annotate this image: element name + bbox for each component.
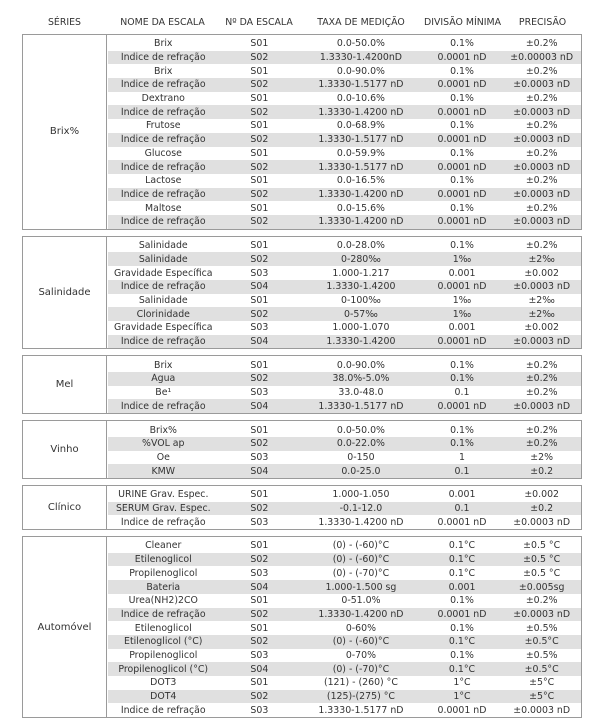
scale-number-cell: S01 [250, 240, 269, 252]
scale-name-cell: Propilenoglicol [129, 567, 198, 579]
measurement-range-cell: 1.3330-1.5177 nD [318, 134, 404, 146]
scale-name-cell: Índice de refração [120, 400, 206, 412]
min-division-cell: 0.0001 nD [437, 106, 487, 118]
series-name: Brix% [23, 35, 107, 229]
table-row [108, 621, 581, 635]
header-scale-number: Nº DA ESCALA [225, 16, 293, 28]
scale-number-cell: S03 [250, 267, 269, 279]
measurement-range-cell: 0-150 [347, 451, 375, 463]
table-row [108, 294, 581, 308]
scale-name-cell: Etilenoglicol [134, 622, 192, 634]
precision-cell: ±0.2 [530, 465, 554, 477]
scale-number-cell: S02 [250, 161, 269, 173]
series-name: Automóvel [23, 537, 107, 717]
min-division-cell: 0.1% [450, 622, 474, 634]
table-row [108, 649, 581, 663]
scale-number-cell: S01 [250, 294, 269, 306]
measurement-range-cell: 1.000-1.070 [332, 322, 390, 334]
precision-cell: ±2‰ [528, 253, 555, 265]
scale-name-cell: Maltose [145, 202, 182, 214]
table-row [108, 37, 581, 51]
precision-cell: ±0.0003 nD [513, 188, 571, 200]
min-division-cell: 0.1% [450, 147, 474, 159]
table-row [108, 690, 581, 704]
series-name: Mel [23, 356, 107, 413]
min-division-cell: 0.1°C [448, 567, 476, 579]
min-division-cell: 0.0001 nD [437, 608, 487, 620]
scale-name-cell: URINE Grav. Espec. [118, 489, 209, 501]
min-division-cell: 0.1°C [448, 540, 476, 552]
table-row [108, 635, 581, 649]
series-group [22, 236, 582, 350]
precision-cell: ±0.2% [525, 38, 558, 50]
scale-number-cell: S01 [250, 489, 269, 501]
min-division-cell: 0.1°C [448, 554, 476, 566]
precision-cell: ±0.2% [525, 120, 558, 132]
precision-cell: ±0.2% [525, 387, 558, 399]
table-row [108, 358, 581, 372]
scale-number-cell: S03 [250, 567, 269, 579]
table-row [108, 386, 581, 400]
series-group [22, 34, 582, 230]
min-division-cell: 0.001 [448, 267, 476, 279]
measurement-range-cell: 1.3330-1.4200 nD [318, 516, 404, 528]
precision-cell: ±0.00003 nD [510, 52, 574, 64]
table-row [108, 280, 581, 294]
measurement-range-cell: 1.3330-1.4200 [326, 335, 396, 347]
scale-number-cell: S01 [250, 622, 269, 634]
precision-cell: ±0.0003 nD [513, 216, 571, 228]
table-row [108, 553, 581, 567]
precision-cell: ±0.2% [525, 147, 558, 159]
measurement-range-cell: 1.3330-1.5177 nD [318, 400, 404, 412]
scale-name-cell: Be¹ [155, 387, 172, 399]
measurement-range-cell: 0-100‰ [341, 294, 381, 306]
min-division-cell: 0.0001 nD [437, 216, 487, 228]
measurement-range-cell: 0.0-68.9% [336, 120, 385, 132]
scale-name-cell: Bateria [146, 581, 181, 593]
scale-number-cell: S02 [250, 188, 269, 200]
precision-cell: ±0.5 °C [523, 554, 561, 566]
min-division-cell: 0.1% [450, 120, 474, 132]
scale-number-cell: S04 [250, 400, 269, 412]
table-row [108, 266, 581, 280]
table-row [108, 78, 581, 92]
min-division-cell: 0.1% [450, 175, 474, 187]
scale-name-cell: Lactose [145, 175, 182, 187]
scale-number-cell: S02 [250, 691, 269, 702]
scale-number-cell: S01 [250, 65, 269, 77]
scale-number-cell: S02 [250, 503, 269, 515]
precision-cell: ±2% [530, 451, 554, 463]
min-division-cell: 0.0001 nD [437, 516, 487, 528]
scale-name-cell: Índice de refração [120, 704, 206, 716]
precision-cell: ±0.2% [525, 93, 558, 105]
scale-number-cell: S01 [250, 359, 269, 371]
measurement-range-cell: 0.0-10.6% [336, 93, 385, 105]
min-division-cell: 1‰ [452, 294, 472, 306]
series-name: Vinho [23, 421, 107, 478]
precision-cell: ±0.002 [524, 267, 560, 279]
scale-number-cell: S03 [250, 704, 269, 716]
measurement-range-cell: (125)-(275) °C [326, 691, 395, 702]
scale-number-cell: S04 [250, 465, 269, 477]
measurement-range-cell: 0.0-50.0% [336, 424, 385, 436]
table-row [108, 502, 581, 516]
measurement-range-cell: 38.0%-5.0% [332, 373, 390, 385]
precision-cell: ±0.2% [525, 202, 558, 214]
scale-name-cell: SERUM Grav. Espec. [115, 503, 211, 515]
min-division-cell: 0.1% [450, 649, 474, 661]
header-series: SÉRIES [47, 16, 82, 28]
measurement-range-cell: 1.000-1.050 [332, 489, 390, 501]
scale-number-cell: S02 [250, 134, 269, 146]
measurement-range-cell: (0) - (-70)°C [332, 567, 390, 579]
table-row [108, 215, 581, 229]
scale-number-cell: S03 [250, 516, 269, 528]
table-row [108, 488, 581, 502]
min-division-cell: 0.1°C [448, 636, 476, 648]
scale-number-cell: S01 [250, 38, 269, 50]
min-division-cell: 0.1% [450, 38, 474, 50]
scale-number-cell: S01 [250, 595, 269, 607]
min-division-cell: 0.0001 nD [437, 188, 487, 200]
min-division-cell: 0.0001 nD [437, 161, 487, 173]
min-division-cell: 0.1% [450, 202, 474, 214]
scale-number-cell: S02 [250, 253, 269, 265]
min-division-cell: 1‰ [452, 253, 472, 265]
measurement-range-cell: 1.3330-1.4200nD [319, 52, 402, 64]
min-division-cell: 0.0001 nD [437, 704, 487, 716]
scale-number-cell: S02 [250, 216, 269, 228]
table-row [108, 566, 581, 580]
measurement-range-cell: 1.3330-1.4200 [326, 281, 396, 293]
scale-number-cell: S01 [250, 424, 269, 436]
precision-cell: ±0.2% [525, 373, 558, 385]
table-row [108, 662, 581, 676]
scale-number-cell: S04 [250, 281, 269, 293]
series-name: Clínico [23, 486, 107, 529]
scale-name-cell: Índice de refração [120, 106, 206, 118]
measurement-range-cell: 0.0-22.0% [336, 438, 385, 450]
measurement-range-cell: 0-280‰ [341, 253, 381, 265]
scale-number-cell: S01 [250, 202, 269, 214]
scale-name-cell: Índice de refração [120, 335, 206, 347]
table-row [108, 252, 581, 266]
scale-number-cell: S01 [250, 120, 269, 132]
scale-name-cell: Salinidade [138, 294, 188, 306]
table-row [108, 307, 581, 321]
measurement-range-cell: 0.0-15.6% [336, 202, 385, 214]
min-division-cell: 1 [459, 451, 465, 463]
precision-cell: ±0.5 °C [523, 540, 561, 552]
measurement-range-cell: 0.0-16.5% [336, 175, 385, 187]
scale-number-cell: S01 [250, 677, 269, 689]
scale-number-cell: S03 [250, 451, 269, 463]
table-row [108, 105, 581, 119]
scale-name-cell: DOT4 [150, 691, 177, 702]
scale-name-cell: Índice de refração [120, 281, 206, 293]
min-division-cell: 0.1% [450, 438, 474, 450]
precision-cell: ±0.0003 nD [513, 516, 571, 528]
measurement-range-cell: 1.000-1.217 [332, 267, 390, 279]
precision-cell: ±2‰ [528, 294, 555, 306]
series-group [22, 420, 582, 479]
scale-name-cell: Brix [154, 38, 173, 50]
table-row [108, 539, 581, 553]
scale-name-cell: Índice de refração [120, 79, 206, 91]
measurement-range-cell: 1.3330-1.5177 nD [318, 161, 404, 173]
precision-cell: ±0.2% [525, 359, 558, 371]
precision-cell: ±0.2% [525, 175, 558, 187]
table-row [108, 580, 581, 594]
measurement-range-cell: -0.1-12.0 [339, 503, 383, 515]
min-division-cell: 0.1 [454, 503, 470, 515]
min-division-cell: 0.1 [454, 387, 470, 399]
scale-number-cell: S02 [250, 373, 269, 385]
scale-name-cell: Propilenoglicol [129, 649, 198, 661]
table-row [108, 594, 581, 608]
precision-cell: ±0.002 [524, 322, 560, 334]
scale-number-cell: S01 [250, 175, 269, 187]
scale-name-cell: Índice de refração [120, 134, 206, 146]
min-division-cell: 0.1% [450, 595, 474, 607]
measurement-range-cell: 0.0-28.0% [336, 240, 385, 252]
scale-number-cell: S03 [250, 387, 269, 399]
scale-number-cell: S02 [250, 608, 269, 620]
table-row [108, 423, 581, 437]
min-division-cell: 0.1°C [448, 663, 476, 675]
min-division-cell: 0.0001 nD [437, 281, 487, 293]
scale-name-cell: Índice de refração [120, 516, 206, 528]
table-row [108, 188, 581, 202]
precision-cell: ±0.0003 nD [513, 79, 571, 91]
table-row [108, 92, 581, 106]
table-row [108, 147, 581, 161]
scale-name-cell: Propilenoglicol (°C) [118, 663, 209, 675]
scale-name-cell: Água [151, 373, 176, 385]
scale-name-cell: DOT3 [150, 677, 177, 689]
scale-name-cell: Etilenoglicol (°C) [124, 636, 203, 648]
series-group [22, 485, 582, 530]
measurement-range-cell: 0-70% [345, 649, 377, 661]
scale-number-cell: S02 [250, 79, 269, 91]
measurement-range-cell: 1.3330-1.5177 nD [318, 79, 404, 91]
table-row [108, 464, 581, 478]
table-row [108, 703, 581, 717]
measurement-range-cell: 0.0-59.9% [336, 147, 385, 159]
precision-cell: ±0.2% [525, 595, 558, 607]
measurement-range-cell: (0) - (-60)°C [332, 636, 390, 648]
measurement-range-cell: (0) - (-60)°C [332, 554, 390, 566]
precision-cell: ±0.005sg [518, 581, 565, 593]
table-row [108, 133, 581, 147]
scale-name-cell: Brix [154, 359, 173, 371]
measurement-range-cell: (0) - (-60)°C [332, 540, 390, 552]
scale-name-cell: Índice de refração [120, 161, 206, 173]
scale-name-cell: Brix% [149, 424, 177, 436]
measurement-range-cell: 0.0-90.0% [336, 359, 385, 371]
scale-name-cell: KMW [151, 465, 176, 477]
table-row [108, 515, 581, 529]
scale-name-cell: Índice de refração [120, 52, 206, 64]
min-division-cell: 0.1% [450, 359, 474, 371]
scale-number-cell: S02 [250, 438, 269, 450]
scale-number-cell: S02 [250, 106, 269, 118]
table-row [108, 321, 581, 335]
scale-name-cell: Dextrano [141, 93, 185, 105]
table-row [108, 201, 581, 215]
table-row [108, 372, 581, 386]
table-row [108, 160, 581, 174]
min-division-cell: 1‰ [452, 308, 472, 320]
precision-cell: ±0.2 [530, 503, 554, 515]
series-name: Salinidade [23, 237, 107, 349]
precision-cell: ±0.2% [525, 424, 558, 436]
measurement-range-cell: 1.3330-1.4200 nD [318, 188, 404, 200]
min-division-cell: 0.1% [450, 93, 474, 105]
measurement-range-cell: 1.3330-1.4200 nD [318, 106, 404, 118]
precision-cell: ±2‰ [528, 308, 555, 320]
scale-name-cell: Índice de refração [120, 188, 206, 200]
scale-name-cell: Oe [156, 451, 170, 463]
precision-cell: ±0.002 [524, 489, 560, 501]
precision-cell: ±0.0003 nD [513, 134, 571, 146]
scale-number-cell: S01 [250, 540, 269, 552]
table-row [108, 608, 581, 622]
scale-name-cell: Frutose [145, 120, 181, 132]
scale-number-cell: S04 [250, 335, 269, 347]
scale-name-cell: Salinidade [138, 253, 188, 265]
scale-name-cell: Salinidade [138, 240, 188, 252]
min-division-cell: 0.001 [448, 322, 476, 334]
precision-cell: ±0.5% [525, 622, 558, 634]
header-min-division: DIVISÃO MÍNIMA [423, 16, 502, 28]
min-division-cell: 0.0001 nD [437, 134, 487, 146]
table-row [108, 399, 581, 413]
precision-cell: ±0.0003 nD [513, 106, 571, 118]
series-group [22, 355, 582, 414]
scale-number-cell: S04 [250, 581, 269, 593]
min-division-cell: 0.0001 nD [437, 52, 487, 64]
table-row [108, 119, 581, 133]
scale-name-cell: Gravidade Específica [114, 322, 213, 334]
table-row [108, 451, 581, 465]
measurement-range-cell: 0.0-50.0% [336, 38, 385, 50]
scale-number-cell: S03 [250, 649, 269, 661]
min-division-cell: 0.1% [450, 65, 474, 77]
table-row [108, 239, 581, 253]
table-row [108, 676, 581, 690]
table-row [108, 64, 581, 78]
measurement-range-cell: 1.000-1.500 sg [325, 581, 397, 593]
measurement-range-cell: 1.3330-1.4200 nD [318, 216, 404, 228]
table-row [108, 437, 581, 451]
precision-cell: ±0.5 °C [523, 567, 561, 579]
min-division-cell: 0.0001 nD [437, 400, 487, 412]
min-division-cell: 0.001 [448, 581, 476, 593]
min-division-cell: 0.1% [450, 240, 474, 252]
scale-name-cell: Etilenoglicol [134, 554, 192, 566]
table-row [108, 335, 581, 349]
scale-number-cell: S02 [250, 52, 269, 64]
scale-name-cell: Cleaner [145, 540, 182, 552]
measurement-range-cell: 1.3330-1.5177 nD [318, 704, 404, 716]
header-precision: PRECISÃO [518, 16, 567, 28]
measurement-range-cell: 0-51.0% [341, 595, 381, 607]
min-division-cell: 0.001 [448, 489, 476, 501]
scale-name-cell: %VOL ap [142, 438, 185, 450]
scale-name-cell: Clorinidade [136, 308, 190, 320]
measurement-range-cell: 33.0-48.0 [338, 387, 384, 399]
min-division-cell: 0.1 [454, 465, 470, 477]
precision-cell: ±0.2% [525, 240, 558, 252]
precision-cell: ±5°C [529, 677, 555, 689]
min-division-cell: 0.0001 nD [437, 79, 487, 91]
scale-name-cell: Índice de refração [120, 608, 206, 620]
precision-cell: ±0.0003 nD [513, 608, 571, 620]
measurement-range-cell: 0-60% [345, 622, 377, 634]
series-group [22, 536, 582, 718]
min-division-cell: 1°C [453, 677, 471, 689]
table-row [108, 174, 581, 188]
precision-cell: ±0.2% [525, 438, 558, 450]
scale-name-cell: Gravidade Específica [114, 267, 213, 279]
scale-number-cell: S03 [250, 322, 269, 334]
min-division-cell: 0.1% [450, 424, 474, 436]
scale-number-cell: S04 [250, 663, 269, 675]
precision-cell: ±0.5°C [524, 663, 559, 675]
precision-cell: ±0.0003 nD [513, 335, 571, 347]
scale-number-cell: S02 [250, 636, 269, 648]
table-header [22, 12, 582, 32]
measurement-range-cell: 0.0-25.0 [341, 465, 381, 477]
measurement-range-cell: (121) - (260) °C [323, 677, 398, 689]
scale-name-cell: Brix [154, 65, 173, 77]
measurement-range-cell: 1.3330-1.4200 nD [318, 608, 404, 620]
precision-cell: ±0.5°C [524, 636, 559, 648]
measurement-range-cell: 0-57‰ [344, 308, 378, 320]
min-division-cell: 1°C [453, 691, 471, 702]
min-division-cell: 0.0001 nD [437, 335, 487, 347]
precision-cell: ±0.0003 nD [513, 161, 571, 173]
min-division-cell: 0.1% [450, 373, 474, 385]
precision-cell: ±0.2% [525, 65, 558, 77]
scale-name-cell: Glucose [144, 147, 182, 159]
measurement-range-cell: (0) - (-70)°C [332, 663, 390, 675]
scale-number-cell: S02 [250, 308, 269, 320]
precision-cell: ±0.0003 nD [513, 281, 571, 293]
precision-cell: ±0.0003 nD [513, 400, 571, 412]
precision-cell: ±0.0003 nD [513, 704, 571, 716]
measurement-range-cell: 0.0-90.0% [336, 65, 385, 77]
precision-cell: ±0.5% [525, 649, 558, 661]
scale-name-cell: Índice de refração [120, 216, 206, 228]
header-scale-name: NOME DA ESCALA [120, 16, 205, 28]
table-row [108, 51, 581, 65]
scale-number-cell: S02 [250, 554, 269, 566]
header-measurement-range: TAXA DE MEDIÇÃO [317, 16, 405, 28]
precision-cell: ±5°C [529, 691, 555, 702]
scale-number-cell: S01 [250, 93, 269, 105]
scale-name-cell: Urea(NH2)2CO [128, 595, 198, 607]
scale-number-cell: S01 [250, 147, 269, 159]
